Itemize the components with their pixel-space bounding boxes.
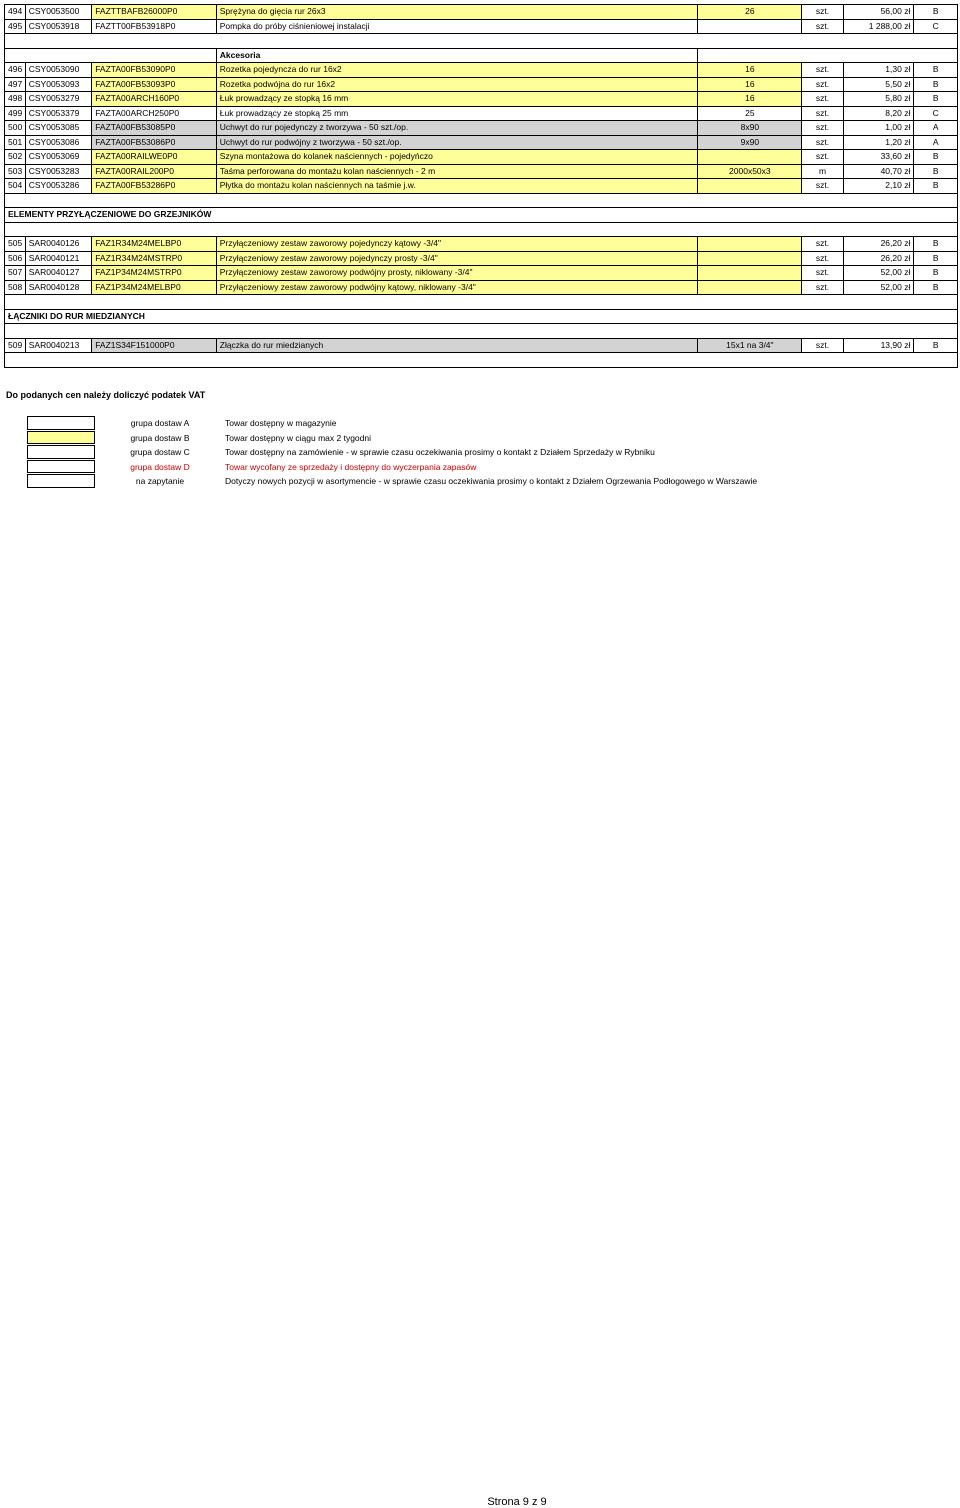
table-row	[5, 92, 958, 107]
table-row	[5, 237, 958, 252]
cell-product-code: CSY0053085	[25, 121, 91, 136]
legend-label: grupa dostaw D	[130, 461, 190, 472]
cell-unit: szt.	[802, 19, 844, 34]
cell-delivery-group: B	[914, 179, 958, 194]
table-row	[5, 251, 958, 266]
cell-catalog-code: FAZTT00FB53918P0	[92, 19, 217, 34]
cell-catalog-code: FAZTA00FB53086P0	[92, 135, 217, 150]
cell-dimension: 16	[698, 77, 802, 92]
table-row	[5, 266, 958, 281]
cell-empty	[5, 48, 217, 63]
cell-delivery-group: B	[914, 77, 958, 92]
cell-dimension: 16	[698, 63, 802, 78]
cell-price: 33,60 zł	[843, 150, 914, 165]
cell-product-code: CSY0053069	[25, 150, 91, 165]
cell-product-name: Szyna montażowa do kolanek naściennych - pojedyńczo	[216, 150, 698, 165]
cell-number: 503	[5, 164, 26, 179]
cell-number: 496	[5, 63, 26, 78]
cell-unit: szt.	[802, 106, 844, 121]
cell-unit: szt.	[802, 251, 844, 266]
cell-price: 2,10 zł	[843, 179, 914, 194]
cell-delivery-group: B	[914, 280, 958, 295]
cell-product-code: CSY0053086	[25, 135, 91, 150]
cell-price: 1,30 zł	[843, 63, 914, 78]
table-row	[5, 5, 958, 20]
cell-dimension: 15x1 na 3/4"	[698, 338, 802, 353]
cell-product-name: Przyłączeniowy zestaw zaworowy pojedynczy prosty -3/4"	[216, 251, 698, 266]
cell-price: 52,00 zł	[843, 280, 914, 295]
cell-product-name: Łuk prowadzący ze stopką 25 mm	[216, 106, 698, 121]
blank-row	[5, 324, 958, 339]
vat-note: Do podanych cen należy doliczyć podatek VAT	[6, 390, 206, 400]
cell-dimension	[698, 150, 802, 165]
cell-unit: szt.	[802, 92, 844, 107]
cell-catalog-code: FAZTA00RAILWE0P0	[92, 150, 217, 165]
cell-dimension: 9x90	[698, 135, 802, 150]
cell-delivery-group: B	[914, 338, 958, 353]
cell-price: 5,80 zł	[843, 92, 914, 107]
section-row	[5, 309, 958, 324]
cell-product-code: CSY0053279	[25, 92, 91, 107]
cell-price: 26,20 zł	[843, 237, 914, 252]
cell-product-code: CSY0053090	[25, 63, 91, 78]
cell-product-code: CSY0053093	[25, 77, 91, 92]
cell-delivery-group: B	[914, 5, 958, 20]
table-row	[5, 150, 958, 165]
cell-dimension: 26	[698, 5, 802, 20]
cell-product-name: Uchwyt do rur podwójny z tworzywa - 50 szt./op.	[216, 135, 698, 150]
cell-delivery-group: B	[914, 150, 958, 165]
cell-unit: szt.	[802, 135, 844, 150]
blank-row	[5, 295, 958, 310]
table-row	[5, 77, 958, 92]
cell-product-code: CSY0053283	[25, 164, 91, 179]
table-row	[5, 19, 958, 34]
cell-price: 1,20 zł	[843, 135, 914, 150]
legend-swatch	[27, 445, 95, 459]
cell-product-name: Rozetka pojedyncza do rur 16x2	[216, 63, 698, 78]
cell-dimension: 2000x50x3	[698, 164, 802, 179]
cell-empty	[5, 193, 958, 208]
cell-product-code: SAR0040128	[25, 280, 91, 295]
category-title: Akcesoria	[216, 48, 698, 63]
price-list-table	[4, 4, 958, 368]
legend-label: grupa dostaw B	[130, 432, 190, 443]
section-row	[5, 208, 958, 223]
cell-product-code: CSY0053918	[25, 19, 91, 34]
cell-product-name: Płytka do montażu kolan naściennych na taśmie j.w.	[216, 179, 698, 194]
cell-dimension	[698, 251, 802, 266]
cell-price: 1,00 zł	[843, 121, 914, 136]
cell-delivery-group: C	[914, 19, 958, 34]
cell-dimension	[698, 179, 802, 194]
cell-unit: szt.	[802, 5, 844, 20]
legend-description: Dotyczy nowych pozycji w asortymencie - w sprawie czasu oczekiwania prosimy o kontakt z Działem Ogrzewania Podłogowego w Warszawie	[225, 476, 758, 487]
cell-number: 499	[5, 106, 26, 121]
legend-label: na zapytanie	[135, 476, 185, 487]
cell-catalog-code: FAZTA00RAIL200P0	[92, 164, 217, 179]
cell-dimension	[698, 280, 802, 295]
table-row	[5, 280, 958, 295]
cell-delivery-group: B	[914, 266, 958, 281]
cell-number: 506	[5, 251, 26, 266]
cell-number: 495	[5, 19, 26, 34]
cell-delivery-group: C	[914, 106, 958, 121]
cell-product-name: Przyłączeniowy zestaw zaworowy pojedynczy kątowy -3/4"	[216, 237, 698, 252]
table-row	[5, 164, 958, 179]
cell-number: 498	[5, 92, 26, 107]
table-row	[5, 63, 958, 78]
legend-swatch	[27, 460, 95, 474]
cell-delivery-group: B	[914, 92, 958, 107]
legend-label: grupa dostaw C	[130, 447, 190, 458]
cell-dimension	[698, 237, 802, 252]
cell-delivery-group: A	[914, 121, 958, 136]
legend-label: grupa dostaw A	[130, 418, 190, 428]
cell-number: 502	[5, 150, 26, 165]
cell-empty	[698, 48, 958, 63]
page-number: Strona 9 z 9	[487, 1496, 547, 1508]
legend-swatch	[27, 416, 95, 430]
cell-number: 507	[5, 266, 26, 281]
cell-delivery-group: B	[914, 164, 958, 179]
cell-unit: szt.	[802, 237, 844, 252]
cell-delivery-group: B	[914, 237, 958, 252]
legend-description: Towar dostępny w magazynie	[225, 418, 337, 428]
cell-price: 1 288,00 zł	[843, 19, 914, 34]
table-row	[5, 179, 958, 194]
section-title: ELEMENTY PRZYŁĄCZENIOWE DO GRZEJNIKÓW	[5, 208, 958, 223]
cell-empty	[5, 34, 958, 49]
cell-unit: szt.	[802, 121, 844, 136]
cell-unit: m	[802, 164, 844, 179]
cell-catalog-code: FAZ1R34M24MELBP0	[92, 237, 217, 252]
category-row	[5, 48, 958, 63]
cell-price: 56,00 zł	[843, 5, 914, 20]
blank-row	[5, 353, 958, 368]
cell-product-name: Uchwyt do rur pojedynczy z tworzywa - 50 szt./op.	[216, 121, 698, 136]
table-row	[5, 106, 958, 121]
cell-dimension	[698, 19, 802, 34]
cell-catalog-code: FAZTA00FB53286P0	[92, 179, 217, 194]
cell-empty	[5, 353, 958, 368]
cell-dimension: 25	[698, 106, 802, 121]
cell-product-name: Pompka do próby ciśnieniowej instalacji	[216, 19, 698, 34]
cell-number: 501	[5, 135, 26, 150]
cell-product-code: CSY0053286	[25, 179, 91, 194]
cell-dimension	[698, 266, 802, 281]
cell-unit: szt.	[802, 338, 844, 353]
table-row	[5, 338, 958, 353]
cell-product-code: SAR0040213	[25, 338, 91, 353]
legend-swatch	[27, 474, 95, 488]
cell-delivery-group: B	[914, 63, 958, 78]
blank-row	[5, 222, 958, 237]
cell-price: 8,20 zł	[843, 106, 914, 121]
cell-number: 505	[5, 237, 26, 252]
cell-number: 500	[5, 121, 26, 136]
cell-unit: szt.	[802, 266, 844, 281]
cell-number: 497	[5, 77, 26, 92]
cell-number: 509	[5, 338, 26, 353]
cell-product-name: Łuk prowadzący ze stopką 16 mm	[216, 92, 698, 107]
blank-row	[5, 193, 958, 208]
cell-empty	[5, 295, 958, 310]
cell-product-code: SAR0040126	[25, 237, 91, 252]
legend-swatch	[27, 431, 95, 445]
legend-description: Towar dostępny w ciągu max 2 tygodni	[225, 432, 371, 443]
cell-number: 494	[5, 5, 26, 20]
cell-catalog-code: FAZ1P34M24MELBP0	[92, 280, 217, 295]
cell-number: 508	[5, 280, 26, 295]
cell-number: 504	[5, 179, 26, 194]
cell-price: 40,70 zł	[843, 164, 914, 179]
cell-delivery-group: B	[914, 251, 958, 266]
cell-empty	[5, 324, 958, 339]
cell-product-name: Przyłączeniowy zestaw zaworowy podwójny prosty, niklowany -3/4"	[216, 266, 698, 281]
section-title: ŁĄCZNIKI DO RUR MIEDZIANYCH	[5, 309, 958, 324]
cell-catalog-code: FAZTA00FB53093P0	[92, 77, 217, 92]
cell-product-code: CSY0053500	[25, 5, 91, 20]
cell-product-code: SAR0040127	[25, 266, 91, 281]
blank-row	[5, 34, 958, 49]
cell-unit: szt.	[802, 280, 844, 295]
cell-delivery-group: A	[914, 135, 958, 150]
cell-product-name: Sprężyna do gięcia rur 26x3	[216, 5, 698, 20]
cell-product-name: Taśma perforowana do montażu kolan naściennych - 2 m	[216, 164, 698, 179]
legend-description: Towar wycofany ze sprzedaży i dostępny do wyczerpania zapasów	[225, 461, 477, 472]
cell-catalog-code: FAZ1P34M24MSTRP0	[92, 266, 217, 281]
cell-dimension: 16	[698, 92, 802, 107]
cell-catalog-code: FAZTA00ARCH160P0	[92, 92, 217, 107]
cell-price: 26,20 zł	[843, 251, 914, 266]
cell-product-code: SAR0040121	[25, 251, 91, 266]
cell-price: 13,90 zł	[843, 338, 914, 353]
cell-dimension: 8x90	[698, 121, 802, 136]
cell-product-name: Rozetka podwójna do rur 16x2	[216, 77, 698, 92]
cell-catalog-code: FAZ1S34F151000P0	[92, 338, 217, 353]
table-row	[5, 135, 958, 150]
cell-catalog-code: FAZTA00FB53085P0	[92, 121, 217, 136]
cell-unit: szt.	[802, 77, 844, 92]
cell-unit: szt.	[802, 179, 844, 194]
cell-product-name: Złączka do rur miedzianych	[216, 338, 698, 353]
cell-catalog-code: FAZTA00FB53090P0	[92, 63, 217, 78]
cell-empty	[5, 222, 958, 237]
cell-catalog-code: FAZ1R34M24MSTRP0	[92, 251, 217, 266]
cell-unit: szt.	[802, 150, 844, 165]
cell-product-code: CSY0053379	[25, 106, 91, 121]
cell-unit: szt.	[802, 63, 844, 78]
cell-price: 52,00 zł	[843, 266, 914, 281]
cell-product-name: Przyłączeniowy zestaw zaworowy podwójny kątowy, niklowany -3/4"	[216, 280, 698, 295]
cell-catalog-code: FAZTA00ARCH250P0	[92, 106, 217, 121]
table-row	[5, 121, 958, 136]
cell-price: 5,50 zł	[843, 77, 914, 92]
cell-catalog-code: FAZTTBAFB26000P0	[92, 5, 217, 20]
legend-description: Towar dostępny na zamówienie - w sprawie czasu oczekiwania prosimy o kontakt z Działem Sprzedaży w Rybniku	[225, 447, 655, 458]
